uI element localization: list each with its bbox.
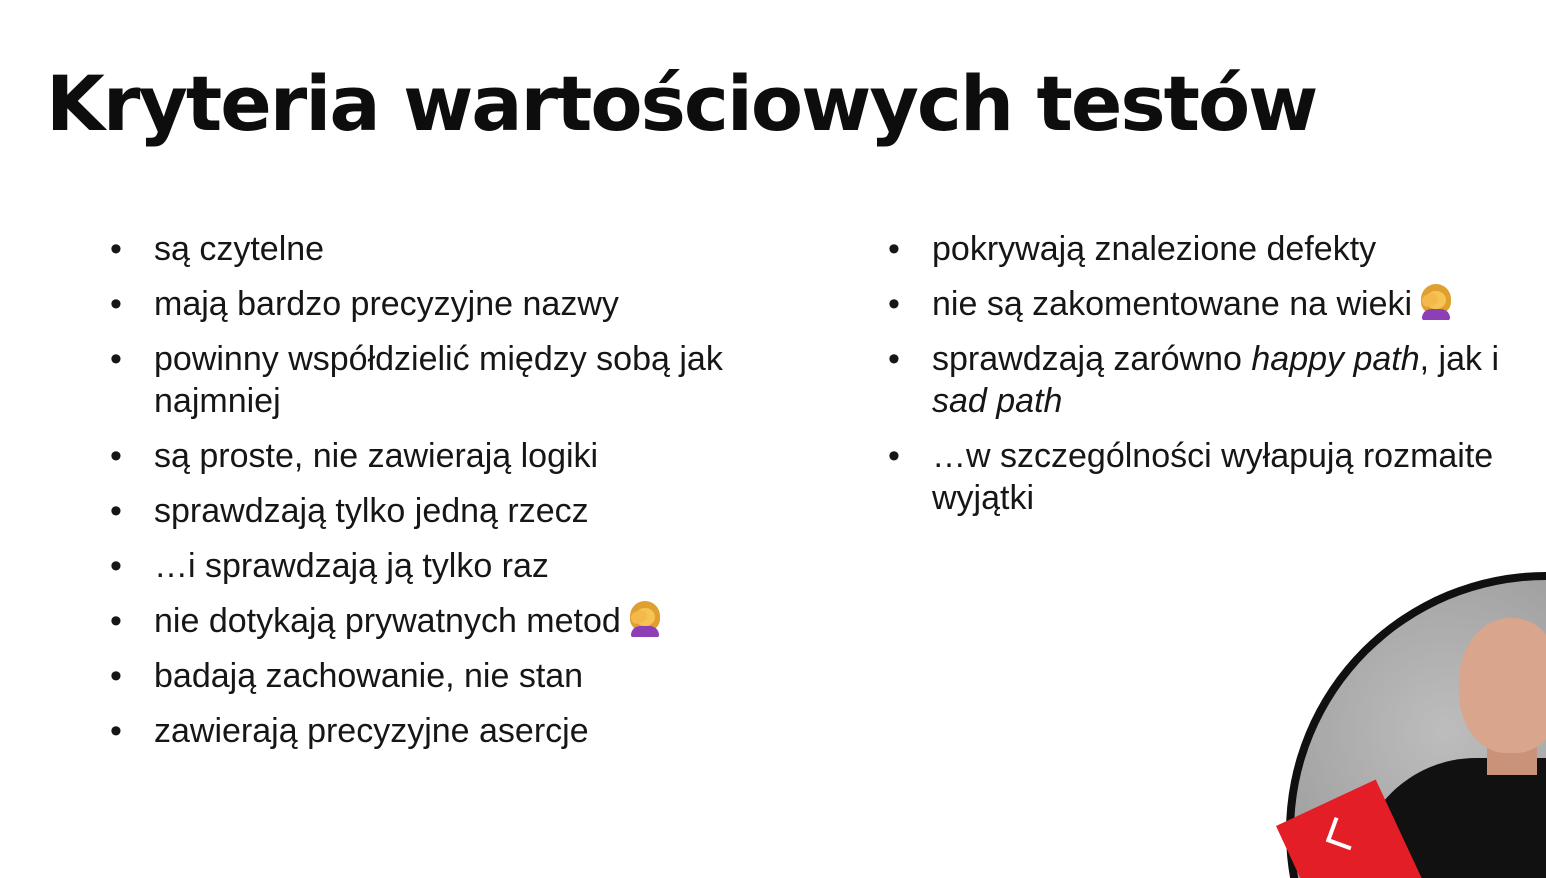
woman-facepalming-icon <box>627 601 663 637</box>
list-item-text: nie są zakomentowane na wieki <box>932 285 1413 323</box>
bullet: • <box>110 340 122 378</box>
italic-term: sad path <box>932 382 1063 420</box>
list-item-text: mają bardzo precyzyjne nazwy <box>154 285 619 323</box>
code-bracket-icon <box>1326 817 1359 850</box>
list-item <box>106 435 806 477</box>
list-item <box>106 655 806 697</box>
left-criteria-list <box>106 228 806 765</box>
bullet: • <box>888 285 900 323</box>
list-item <box>884 228 1524 270</box>
bullet: • <box>110 547 122 585</box>
list-item <box>884 338 1524 422</box>
list-item <box>106 600 806 642</box>
bullet: • <box>110 437 122 475</box>
list-item-text: są czytelne <box>154 230 325 268</box>
bullet: • <box>110 285 122 323</box>
bullet: • <box>110 657 122 695</box>
bullet: • <box>888 437 900 475</box>
list-item-text: , jak i <box>1419 340 1500 378</box>
list-item-text: sprawdzają zarówno <box>932 340 1252 378</box>
list-item <box>106 545 806 587</box>
list-item-text: …w szczególności wyłapują rozmaite wyjątki <box>932 437 1494 517</box>
list-item-text: pokrywają znalezione defekty <box>932 230 1377 268</box>
bullet: • <box>110 602 122 640</box>
italic-term: happy path <box>1251 340 1420 378</box>
list-item-text: sprawdzają tylko jedną rzecz <box>154 492 589 530</box>
presenter-head <box>1459 618 1546 753</box>
bullet: • <box>888 340 900 378</box>
list-item <box>106 338 806 422</box>
list-item <box>106 710 806 752</box>
list-item <box>106 490 806 532</box>
right-criteria-list <box>884 228 1524 532</box>
list-item-text: powinny współdzielić między sobą jak najmniej <box>154 340 723 420</box>
list-item <box>884 283 1524 325</box>
list-item <box>106 228 806 270</box>
bullet: • <box>888 230 900 268</box>
list-item-text: …i sprawdzają ją tylko raz <box>154 547 549 585</box>
woman-facepalming-icon <box>1418 284 1454 320</box>
list-item-text: badają zachowanie, nie stan <box>154 657 584 695</box>
bullet: • <box>110 230 122 268</box>
bullet: • <box>110 712 122 750</box>
list-item <box>884 435 1524 519</box>
bullet: • <box>110 492 122 530</box>
list-item <box>106 283 806 325</box>
list-item-text: nie dotykają prywatnych metod <box>154 602 621 640</box>
slide-title: Kryteria wartościowych testów <box>46 59 1317 148</box>
list-item-text: zawierają precyzyjne asercje <box>154 712 589 750</box>
list-item-text: są proste, nie zawierają logiki <box>154 437 599 475</box>
